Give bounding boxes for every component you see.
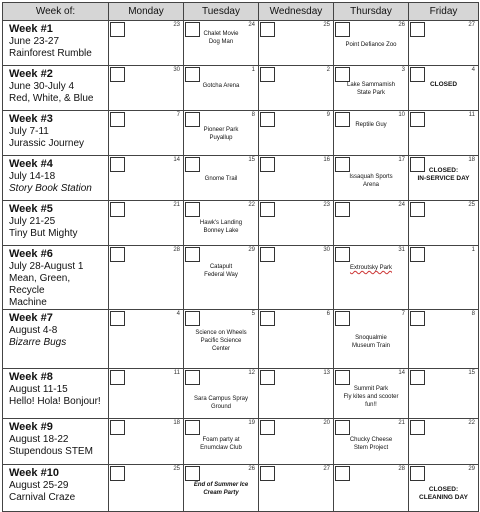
- day-number: 30: [173, 67, 180, 73]
- day-number: 17: [398, 157, 405, 163]
- day-cell-thursday: [334, 369, 409, 419]
- day-cell-thursday: [334, 465, 409, 512]
- day-cell-friday: [409, 156, 479, 201]
- attendance-checkbox[interactable]: [260, 112, 275, 127]
- day-number: 2: [326, 67, 330, 73]
- week-dates: August 18-22: [9, 434, 69, 445]
- attendance-checkbox[interactable]: [335, 22, 350, 37]
- week-label-cell: [3, 21, 109, 66]
- day-number: 14: [398, 370, 405, 376]
- day-number: 20: [323, 420, 330, 426]
- header-friday: Friday: [409, 3, 479, 21]
- attendance-checkbox[interactable]: [110, 202, 125, 217]
- attendance-checkbox[interactable]: [410, 466, 425, 481]
- event-text: Science on Wheels Pacific Science Center: [195, 330, 247, 352]
- day-cell-tuesday: [184, 111, 259, 156]
- event-text: Chalet Movie Dog Man: [203, 31, 239, 45]
- day-number: 23: [323, 202, 330, 208]
- week-dates: June 23-27: [9, 36, 60, 47]
- day-number: 11: [173, 370, 180, 376]
- day-number: 1: [251, 67, 255, 73]
- day-number: 24: [398, 202, 405, 208]
- week-theme: Story Book Station: [9, 183, 92, 194]
- day-number: 18: [468, 157, 475, 163]
- day-number: 10: [398, 112, 405, 118]
- day-number: 8: [251, 112, 255, 118]
- week-theme: Jurassic Journey: [9, 138, 85, 149]
- week-row: [3, 21, 479, 66]
- week-row: [3, 246, 479, 310]
- attendance-checkbox[interactable]: [260, 22, 275, 37]
- day-cell-monday: [109, 246, 184, 310]
- event-text: Issaquah Sports Arena: [349, 174, 393, 188]
- attendance-checkbox[interactable]: [185, 112, 200, 127]
- event-text: Snoqualmie Museum Train: [351, 335, 390, 349]
- day-cell-friday: [409, 201, 479, 246]
- day-cell-wednesday: [259, 66, 334, 111]
- day-cell-tuesday: [184, 246, 259, 310]
- week-theme: Machine: [9, 297, 47, 308]
- event-text: Reptile Guy: [355, 122, 387, 128]
- event-text: CLOSED: CLEANING DAY: [419, 486, 468, 501]
- day-cell-thursday: [334, 21, 409, 66]
- day-cell-tuesday: [184, 369, 259, 419]
- week-dates: August 4-8: [9, 325, 58, 336]
- event-text: Point Defiance Zoo: [345, 42, 397, 48]
- week-title: Week #6: [9, 248, 53, 260]
- attendance-checkbox[interactable]: [110, 112, 125, 127]
- day-number: 27: [468, 22, 475, 28]
- week-theme: Tiny But Mighty: [9, 228, 78, 239]
- day-cell-friday: [409, 66, 479, 111]
- event-text: Sara Campus Spray Ground: [193, 396, 249, 410]
- day-number: 26: [398, 22, 405, 28]
- week-dates: June 30-July 4: [9, 81, 75, 92]
- week-row: [3, 419, 479, 465]
- day-number: 28: [398, 466, 405, 472]
- event-text: End of Summer Ice Cream Party: [193, 482, 249, 496]
- week-dates: July 14-18: [9, 171, 56, 182]
- week-title: Week #8: [9, 371, 53, 383]
- header-week-of: Week of:: [3, 3, 109, 21]
- day-cell-monday: [109, 419, 184, 465]
- attendance-checkbox[interactable]: [110, 370, 125, 385]
- day-number: 25: [173, 466, 180, 472]
- week-row: [3, 201, 479, 246]
- week-theme: Red, White, & Blue: [9, 93, 94, 104]
- day-cell-tuesday: [184, 21, 259, 66]
- week-title: Week #1: [9, 23, 53, 35]
- day-number: 25: [323, 22, 330, 28]
- day-cell-tuesday: [184, 201, 259, 246]
- week-title: Week #10: [9, 467, 59, 479]
- attendance-checkbox[interactable]: [335, 247, 350, 262]
- attendance-checkbox[interactable]: [185, 202, 200, 217]
- attendance-checkbox[interactable]: [260, 157, 275, 172]
- attendance-checkbox[interactable]: [410, 311, 425, 326]
- week-title: Week #3: [9, 113, 53, 125]
- summer-calendar-table: [2, 2, 479, 512]
- day-cell-monday: [109, 201, 184, 246]
- attendance-checkbox[interactable]: [185, 420, 200, 435]
- day-cell-monday: [109, 369, 184, 419]
- week-title: Week #4: [9, 158, 53, 170]
- day-cell-friday: [409, 419, 479, 465]
- event-text: Extroutsky Park: [349, 265, 392, 271]
- week-label-cell: [3, 465, 109, 512]
- day-number: 7: [176, 112, 180, 118]
- attendance-checkbox[interactable]: [110, 22, 125, 37]
- attendance-checkbox[interactable]: [410, 22, 425, 37]
- week-label-cell: [3, 246, 109, 310]
- day-number: 13: [323, 370, 330, 376]
- week-row: [3, 369, 479, 419]
- attendance-checkbox[interactable]: [335, 157, 350, 172]
- day-number: 30: [323, 247, 330, 253]
- day-number: 26: [248, 466, 255, 472]
- week-title: Week #2: [9, 68, 53, 80]
- week-row: [3, 156, 479, 201]
- attendance-checkbox[interactable]: [110, 420, 125, 435]
- day-number: 29: [468, 466, 475, 472]
- week-title: Week #5: [9, 203, 53, 215]
- day-number: 23: [173, 22, 180, 28]
- day-cell-thursday: [334, 156, 409, 201]
- week-label-cell: [3, 66, 109, 111]
- week-row: [3, 465, 479, 512]
- day-cell-tuesday: [184, 156, 259, 201]
- week-theme: Carnival Craze: [9, 492, 76, 503]
- event-text: Foam party at Enumclaw Club: [200, 437, 242, 451]
- attendance-checkbox[interactable]: [260, 420, 275, 435]
- week-theme: Stupendous STEM: [9, 446, 93, 457]
- header-row: [3, 3, 479, 21]
- day-cell-monday: [109, 111, 184, 156]
- week-dates: July 28-August 1: [9, 261, 84, 272]
- day-number: 5: [251, 311, 255, 317]
- event-text: Gotcha Arena: [202, 83, 240, 89]
- day-number: 9: [326, 112, 330, 118]
- day-cell-wednesday: [259, 310, 334, 369]
- week-dates: August 25-29: [9, 480, 69, 491]
- day-number: 8: [471, 311, 475, 317]
- day-cell-monday: [109, 156, 184, 201]
- day-cell-friday: [409, 21, 479, 66]
- attendance-checkbox[interactable]: [335, 370, 350, 385]
- attendance-checkbox[interactable]: [110, 466, 125, 481]
- day-cell-wednesday: [259, 21, 334, 66]
- event-text: CLOSED: IN-SERVICE DAY: [417, 167, 470, 182]
- attendance-checkbox[interactable]: [335, 420, 350, 435]
- attendance-checkbox[interactable]: [110, 311, 125, 326]
- attendance-checkbox[interactable]: [110, 157, 125, 172]
- event-text: Gnome Trail: [204, 176, 238, 182]
- week-theme: Bizarre Bugs: [9, 337, 67, 348]
- week-label-cell: [3, 419, 109, 465]
- week-row: [3, 66, 479, 111]
- attendance-checkbox[interactable]: [110, 247, 125, 262]
- attendance-checkbox[interactable]: [260, 202, 275, 217]
- day-number: 15: [468, 370, 475, 376]
- attendance-checkbox[interactable]: [335, 466, 350, 481]
- day-cell-tuesday: [184, 310, 259, 369]
- event-text: Lake Sammamish State Park: [346, 82, 396, 96]
- day-cell-wednesday: [259, 111, 334, 156]
- day-number: 19: [248, 420, 255, 426]
- day-cell-thursday: [334, 419, 409, 465]
- day-cell-friday: [409, 369, 479, 419]
- day-cell-monday: [109, 21, 184, 66]
- attendance-checkbox[interactable]: [260, 311, 275, 326]
- day-cell-thursday: [334, 111, 409, 156]
- attendance-checkbox[interactable]: [335, 67, 350, 82]
- day-cell-tuesday: [184, 66, 259, 111]
- attendance-checkbox[interactable]: [410, 202, 425, 217]
- event-text: Chucky Cheese Stem Project: [349, 437, 393, 451]
- week-label-cell: [3, 369, 109, 419]
- header-tuesday: Tuesday: [184, 3, 259, 21]
- attendance-checkbox[interactable]: [110, 67, 125, 82]
- week-label-cell: [3, 156, 109, 201]
- day-number: 21: [398, 420, 405, 426]
- week-dates: July 21-25: [9, 216, 56, 227]
- day-cell-friday: [409, 111, 479, 156]
- week-label-cell: [3, 310, 109, 369]
- day-cell-thursday: [334, 246, 409, 310]
- day-number: 22: [248, 202, 255, 208]
- event-text: Pioneer Park Puyallup: [203, 127, 239, 141]
- attendance-checkbox[interactable]: [410, 370, 425, 385]
- attendance-checkbox[interactable]: [410, 420, 425, 435]
- day-number: 27: [323, 466, 330, 472]
- week-row: [3, 111, 479, 156]
- event-text: Summit Park Fly kites and scooter fun!!: [343, 386, 399, 408]
- week-theme: Rainforest Rumble: [9, 48, 92, 59]
- day-number: 29: [248, 247, 255, 253]
- week-row: [3, 310, 479, 369]
- day-number: 11: [468, 112, 475, 118]
- day-cell-monday: [109, 310, 184, 369]
- day-cell-friday: [409, 465, 479, 512]
- day-number: 15: [248, 157, 255, 163]
- attendance-checkbox[interactable]: [410, 112, 425, 127]
- week-label-cell: [3, 201, 109, 246]
- week-dates: July 7-11: [9, 126, 49, 137]
- day-number: 18: [173, 420, 180, 426]
- header-monday: Monday: [109, 3, 184, 21]
- week-theme: Hello! Hola! Bonjour!: [9, 396, 101, 407]
- header-thursday: Thursday: [334, 3, 409, 21]
- event-text: Hawk's Landing Bonney Lake: [199, 220, 243, 234]
- day-number: 25: [468, 202, 475, 208]
- day-number: 4: [176, 311, 180, 317]
- week-dates: August 11-15: [9, 384, 68, 395]
- day-cell-friday: [409, 246, 479, 310]
- day-number: 28: [173, 247, 180, 253]
- day-cell-wednesday: [259, 419, 334, 465]
- week-label-cell: [3, 111, 109, 156]
- event-text: CLOSED: [429, 81, 458, 88]
- day-number: 31: [398, 247, 405, 253]
- attendance-checkbox[interactable]: [335, 202, 350, 217]
- attendance-checkbox[interactable]: [260, 370, 275, 385]
- attendance-checkbox[interactable]: [260, 67, 275, 82]
- attendance-checkbox[interactable]: [185, 466, 200, 481]
- day-number: 7: [401, 311, 405, 317]
- day-number: 16: [323, 157, 330, 163]
- header-wednesday: Wednesday: [259, 3, 334, 21]
- attendance-checkbox[interactable]: [410, 247, 425, 262]
- day-cell-friday: [409, 310, 479, 369]
- attendance-checkbox[interactable]: [410, 67, 425, 82]
- day-cell-wednesday: [259, 201, 334, 246]
- week-title: Week #9: [9, 421, 53, 433]
- day-cell-wednesday: [259, 246, 334, 310]
- attendance-checkbox[interactable]: [335, 311, 350, 326]
- day-number: 1: [471, 247, 475, 253]
- day-number: 14: [173, 157, 180, 163]
- day-cell-wednesday: [259, 156, 334, 201]
- day-number: 24: [248, 22, 255, 28]
- day-cell-tuesday: [184, 419, 259, 465]
- attendance-checkbox[interactable]: [185, 370, 200, 385]
- day-number: 21: [173, 202, 180, 208]
- day-number: 12: [248, 370, 255, 376]
- event-text: Catapult Federal Way: [204, 264, 238, 278]
- day-cell-thursday: [334, 201, 409, 246]
- day-number: 3: [401, 67, 405, 73]
- day-cell-monday: [109, 465, 184, 512]
- day-cell-monday: [109, 66, 184, 111]
- attendance-checkbox[interactable]: [185, 247, 200, 262]
- day-cell-thursday: [334, 310, 409, 369]
- attendance-checkbox[interactable]: [185, 311, 200, 326]
- attendance-checkbox[interactable]: [260, 466, 275, 481]
- day-cell-tuesday: [184, 465, 259, 512]
- attendance-checkbox[interactable]: [260, 247, 275, 262]
- attendance-checkbox[interactable]: [185, 67, 200, 82]
- day-number: 6: [326, 311, 330, 317]
- attendance-checkbox[interactable]: [185, 157, 200, 172]
- day-cell-wednesday: [259, 369, 334, 419]
- day-cell-wednesday: [259, 465, 334, 512]
- day-number: 4: [471, 67, 475, 73]
- week-theme: Mean, Green, Recycle: [9, 273, 71, 296]
- day-cell-thursday: [334, 66, 409, 111]
- day-number: 22: [468, 420, 475, 426]
- week-title: Week #7: [9, 312, 53, 324]
